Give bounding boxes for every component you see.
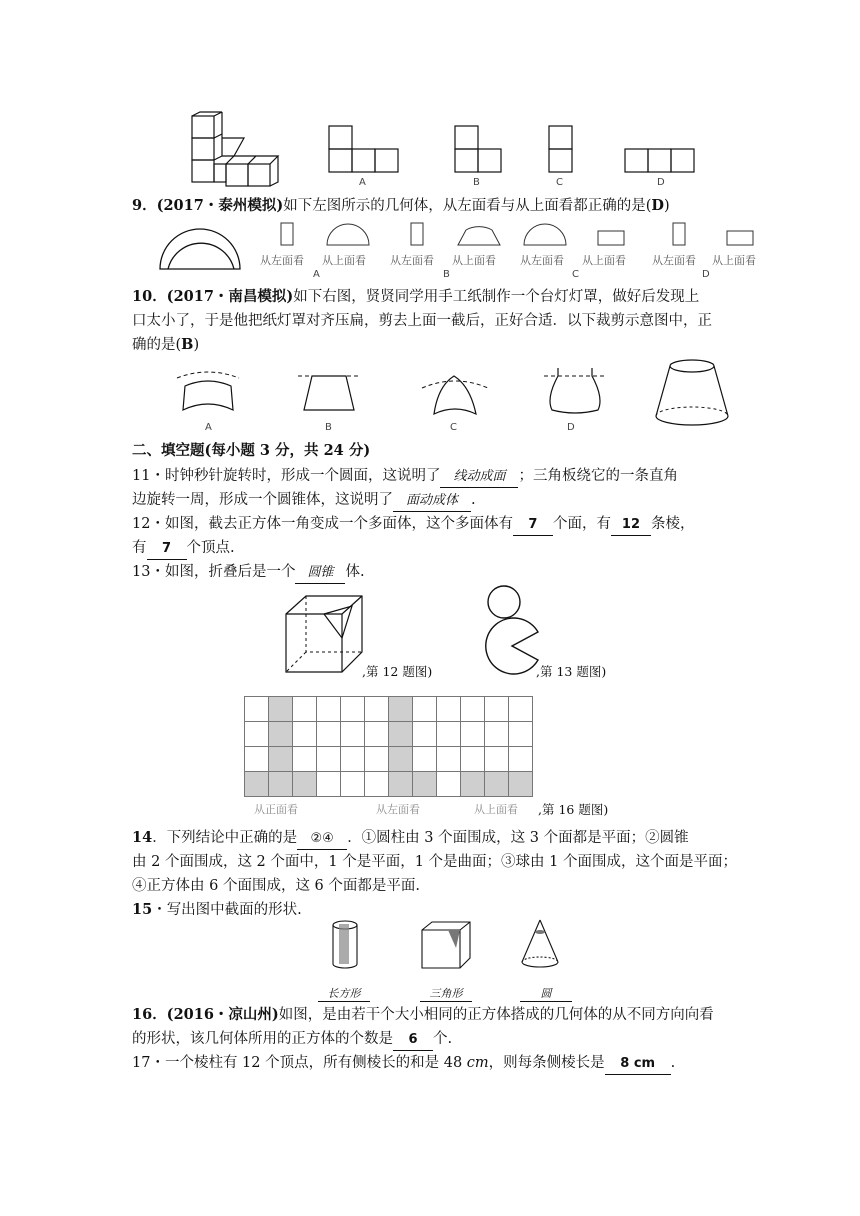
q10-line-3: 确的是(B) xyxy=(132,336,200,353)
q9-d-left-view xyxy=(672,222,686,246)
q13-cone-net-figure xyxy=(482,584,542,684)
q10-label-a: A xyxy=(205,422,212,433)
q16-view-grid xyxy=(244,696,533,797)
q9-c-left-view xyxy=(522,222,568,246)
q9-half-cylinder-figure xyxy=(158,225,244,271)
q9-line: 9．(2017・泰州模拟)如下左图所示的几何体，从左面看与从上面看都正确的是(D) xyxy=(132,197,670,214)
q9-d-left-caption: 从左面看 xyxy=(652,254,696,267)
q17-answer: 8 cm xyxy=(605,1054,671,1075)
q9-b-left-caption: 从左面看 xyxy=(390,254,434,267)
fig12-caption: ,第 12 题图) xyxy=(362,664,433,679)
q16-answer: 6 xyxy=(393,1030,433,1051)
q17-line: 17・一个棱柱有 12 个顶点，所有侧棱长的和是 48 cm，则每条侧棱长是 8 cm . xyxy=(132,1053,675,1075)
q10-option-b xyxy=(296,368,362,418)
q16-line-1: 16．(2016・凉山州)如图，是由若干个大小相同的正方体搭成的几何体的从不同方向向看 xyxy=(132,1006,714,1023)
q10-option-d xyxy=(542,368,608,418)
q8-option-c xyxy=(548,125,576,175)
q9-c-top-caption: 从上面看 xyxy=(582,254,626,267)
q9-label-d: D xyxy=(702,269,710,280)
q14-line-1: 14．下列结论中正确的是 ②④ ．①圆柱由 3 个面围成，这 3 个面都是平面；②圆锥 xyxy=(132,828,689,850)
q12-answer-edges: 12 xyxy=(611,515,651,536)
q14-line-2: 由 2 个面围成，这 2 个面中，1 个是平面，1 个是曲面；③球由 1 个面围成，这个面是平面； xyxy=(132,854,737,870)
q11-line-1: 11・时钟秒针旋转时，形成一个圆面，这说明了 线动成面 ；三角板绕它的一条直角 xyxy=(132,466,678,488)
q9-b-left-view xyxy=(410,222,424,246)
q15-cone-figure xyxy=(520,918,560,970)
q10-answer: B xyxy=(181,336,194,353)
q10-lampshade-figure xyxy=(650,358,734,428)
q16-line-2: 的形状，该几何体所用的正方体的个数是 6 个. xyxy=(132,1029,452,1051)
q16-source: 2016・凉山州 xyxy=(173,1006,272,1023)
q13-line: 13・如图，折叠后是一个 圆锥 体. xyxy=(132,562,365,584)
q9-source: 2017・泰州模拟 xyxy=(163,197,277,214)
q12-answer-vertices: 7 xyxy=(147,539,187,560)
q10-line-1: 10．(2017・南昌模拟)如下右图，贤贤同学用手工纸制作一个台灯灯罩，做好后发现上 xyxy=(132,288,700,305)
q15-line: 15・写出图中截面的形状. xyxy=(132,901,302,918)
q9-label-c: C xyxy=(572,269,579,280)
q8-label-b: B xyxy=(473,177,480,188)
fig16-caption: ,第 16 题图) xyxy=(538,802,609,817)
q15-answer-1: 长方形 xyxy=(318,985,370,1002)
q9-a-top-view xyxy=(325,222,371,246)
q9-a-left-view xyxy=(280,222,294,246)
q9-c-top-view xyxy=(597,230,625,246)
q12-line-2: 有 7 个顶点. xyxy=(132,538,235,560)
q11-answer-1: 线动成面 xyxy=(440,467,518,488)
q10-option-c xyxy=(420,364,490,420)
q9-a-left-caption: 从左面看 xyxy=(260,254,304,267)
q11-answer-2: 面动成体 xyxy=(393,491,471,512)
q15-cylinder-figure xyxy=(330,920,360,970)
q10-label-b: B xyxy=(325,422,332,433)
q12-answer-faces: 7 xyxy=(513,515,553,536)
q12-cube-figure xyxy=(284,594,364,676)
q8-option-b xyxy=(454,125,506,175)
q10-source: 2017・南昌模拟 xyxy=(173,288,287,305)
q10-option-a xyxy=(175,368,241,418)
q16-front-view-caption: 从正面看 xyxy=(254,803,298,816)
q9-label-b: B xyxy=(443,269,450,280)
q9-b-top-caption: 从上面看 xyxy=(452,254,496,267)
q8-option-d xyxy=(624,148,699,174)
q9-a-top-caption: 从上面看 xyxy=(322,254,366,267)
q13-answer: 圆锥 xyxy=(295,563,345,584)
q16-left-view-caption: 从左面看 xyxy=(376,803,420,816)
q15-answer-2: 三角形 xyxy=(420,985,472,1002)
q10-label-c: C xyxy=(450,422,457,433)
q8-label-a: A xyxy=(359,177,366,188)
q9-d-top-caption: 从上面看 xyxy=(712,254,756,267)
q8-label-c: C xyxy=(556,177,563,188)
q10-label-d: D xyxy=(567,422,575,433)
q9-c-left-caption: 从左面看 xyxy=(520,254,564,267)
q8-option-a xyxy=(328,125,403,175)
q14-line-3: ④正方体由 6 个面围成，这 6 个面都是平面. xyxy=(132,878,420,894)
q9-answer: D xyxy=(651,197,664,214)
q16-top-view-caption: 从上面看 xyxy=(474,803,518,816)
q8-label-d: D xyxy=(657,177,665,188)
q9-d-top-view xyxy=(726,230,754,246)
q15-cube-figure xyxy=(420,920,472,970)
q15-answer-3: 圆 xyxy=(520,985,572,1002)
fig13-caption: ,第 13 题图) xyxy=(536,664,607,679)
q12-line-1: 12・如图，截去正方体一角变成一个多面体，这个多面体有 7 个面，有 12 条棱， xyxy=(132,514,694,536)
q10-line-2: 口太小了，于是他把纸灯罩对齐压扁，剪去上面一截后，正好合适．以下裁剪示意图中，正 xyxy=(132,313,712,329)
q11-line-2: 边旋转一周，形成一个圆锥体，这说明了 面动成体 . xyxy=(132,490,476,512)
q14-answer: ②④ xyxy=(297,829,347,850)
q9-b-top-view xyxy=(456,222,502,246)
q8-solid-figure xyxy=(190,110,290,190)
section-2-heading: 二、填空题(每小题 3 分，共 24 分) xyxy=(132,442,371,459)
q9-label-a: A xyxy=(313,269,320,280)
